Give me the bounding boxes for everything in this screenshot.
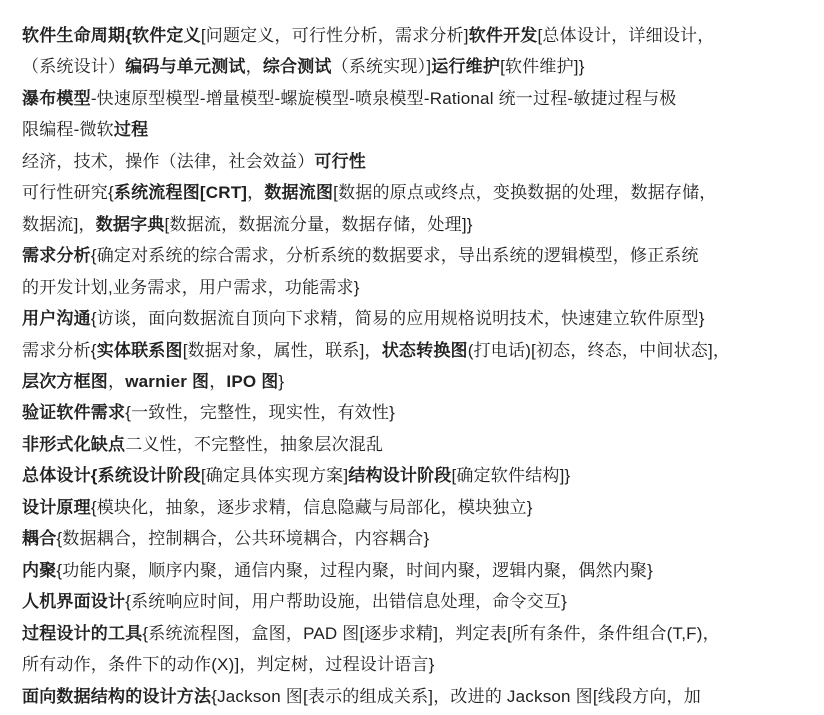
bold-text-segment: 数据流图 (264, 183, 334, 203)
text-segment: {模块化，抽象，逐步求精，信息隐藏与局部化，模块独立} (90, 497, 533, 517)
text-segment: [确定软件结构]} (451, 466, 571, 486)
text-segment: } (278, 371, 285, 391)
bold-text-segment: 非形式化缺点 (22, 434, 126, 454)
bold-text-segment: 运行维护 (431, 57, 501, 77)
bold-text-segment: 编码与单元测试 (125, 57, 246, 77)
bold-text-segment: 软件开发 (468, 26, 538, 45)
bold-text-segment: 软件生命周期{软件定义 (22, 26, 201, 45)
text-line (22, 146, 806, 177)
text-segment: （系统实现）] (331, 57, 432, 77)
text-segment: 限编程-微软 (22, 120, 114, 140)
bold-text-segment: 可行性 (314, 151, 367, 171)
text-segment: (打电话)[初态，终态，中间状态]， (467, 340, 731, 360)
text-line (22, 114, 806, 145)
text-segment: [确定具体实现方案] (200, 466, 349, 486)
text-line (22, 681, 806, 712)
text-segment: {功能内聚，顺序内聚，通信内聚，过程内聚，时间内聚，逻辑内聚，偶然内聚} (56, 560, 653, 580)
text-line (22, 335, 806, 366)
text-line (22, 586, 806, 617)
text-segment: 的开发计划,业务需求，用户需求，功能需求} (22, 277, 360, 297)
text-segment: [问题定义，可行性分析，需求分析] (200, 26, 469, 45)
text-segment: {访谈，面向数据流自顶向下求精，简易的应用规格说明技术，快速建立软件原型} (90, 309, 705, 329)
bold-text-segment: 层次方框图 (22, 371, 108, 391)
text-segment: （系统设计） (22, 57, 126, 77)
bold-text-segment: 实体联系图 (96, 340, 183, 360)
text-line (22, 83, 806, 114)
text-segment: [数据的原点或终点，变换数据的处理，数据存储， (333, 183, 717, 203)
text-line (22, 649, 806, 680)
text-segment: {数据耦合，控制耦合，公共环境耦合，内容耦合} (56, 529, 430, 549)
text-line (22, 303, 806, 334)
bold-text-segment: 过程 (113, 120, 149, 140)
text-line (22, 272, 806, 303)
text-segment: ， (245, 57, 263, 77)
bold-text-segment: IPO 图 (226, 371, 279, 391)
text-segment: {Jackson 图[表示的组成关系]，改进的 Jackson 图[线段方向，加 (211, 686, 701, 706)
text-segment: 所有动作，条件下的动作(X)]，判定树，过程设计语言} (22, 655, 435, 675)
text-segment: {确定对系统的综合需求，分析系统的数据要求，导出系统的逻辑模型，修正系统 (90, 246, 699, 266)
bold-text-segment: 瀑布模型 (22, 88, 91, 108)
text-segment: 数据流]， (22, 214, 96, 234)
text-segment: {系统响应时间，用户帮助设施，出错信息处理，命令交互} (125, 592, 567, 612)
bold-text-segment: 总体设计{系统设计阶段 (22, 466, 201, 486)
bold-text-segment: 综合测试 (262, 57, 332, 77)
text-line (22, 240, 806, 271)
bold-text-segment: 结构设计阶段 (348, 466, 452, 486)
text-segment: [总体设计，详细设计， (537, 26, 715, 45)
text-segment: 需求分析{ (22, 340, 97, 360)
bold-text-segment: 用户沟通 (22, 309, 91, 329)
text-segment: -快速原型模型-增量模型-螺旋模型-喷泉模型-Rational 统一过程-敏捷过程与极 (90, 88, 677, 108)
bold-text-segment: warnier 图 (125, 371, 210, 391)
text-line (22, 492, 806, 523)
text-line (22, 20, 806, 51)
bold-text-segment: 面向数据结构的设计方法 (22, 686, 212, 706)
text-segment: ， (209, 371, 227, 391)
text-segment: [数据流，数据流分量，数据存储，处理]} (164, 214, 473, 234)
bold-text-segment: 过程设计的工具 (22, 623, 143, 643)
text-line (22, 429, 806, 460)
bold-text-segment: 数据字典 (95, 214, 165, 234)
bold-text-segment: 需求分析 (22, 246, 91, 266)
text-segment: {系统流程图，盒图，PAD 图[逐步求精]，判定表[所有条件，条件组合(T,F)， (142, 623, 720, 643)
text-segment: [软件维护]} (500, 57, 585, 77)
text-line (22, 555, 806, 586)
text-line (22, 177, 806, 208)
text-line (22, 209, 806, 240)
bold-text-segment: 设计原理 (22, 497, 91, 517)
text-segment: ， (247, 183, 265, 203)
bold-text-segment: 耦合 (22, 529, 57, 549)
text-line (22, 523, 806, 554)
bold-text-segment: 验证软件需求 (22, 403, 126, 423)
bold-text-segment: 系统流程图[CRT] (113, 183, 248, 203)
text-segment: 二义性，不完整性，抽象层次混乱 (125, 434, 384, 454)
text-line (22, 51, 806, 82)
text-segment: [数据对象，属性，联系]， (182, 340, 382, 360)
text-line (22, 618, 806, 649)
text-segment: {一致性，完整性，现实性，有效性} (125, 403, 395, 423)
bold-text-segment: 内聚 (22, 560, 57, 580)
text-line (22, 397, 806, 428)
text-line (22, 366, 806, 397)
text-segment: ， (108, 371, 126, 391)
text-segment: 可行性研究{ (22, 183, 114, 203)
bold-text-segment: 状态转换图 (381, 340, 468, 360)
text-segment: 经济，技术，操作（法律，社会效益） (22, 151, 315, 171)
bold-text-segment: 人机界面设计 (22, 592, 126, 612)
text-line (22, 460, 806, 491)
